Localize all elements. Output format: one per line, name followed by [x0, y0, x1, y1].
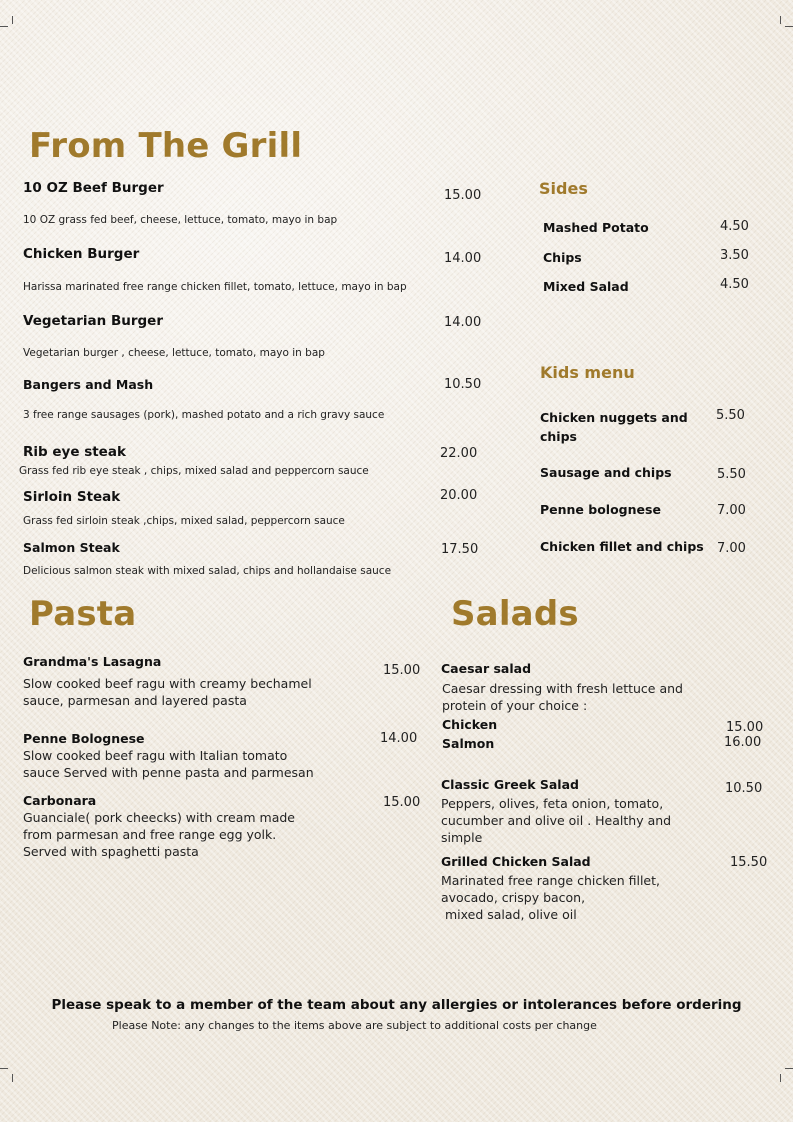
- sides-item-name: Mashed Potato: [543, 220, 649, 235]
- salad-item-desc-line: avocado, crispy bacon,: [441, 890, 586, 905]
- grill-item-price: 17.50: [441, 542, 479, 557]
- crop-mark-tl: [12, 16, 13, 24]
- grill-item-name: 10 OZ Beef Burger: [23, 180, 164, 196]
- pasta-item-price: 14.00: [380, 731, 418, 746]
- crop-mark-br-h: [785, 1068, 793, 1069]
- salad-option-name: Chicken: [442, 717, 498, 732]
- pasta-item-price: 15.00: [383, 795, 421, 810]
- kids-item-name: Sausage and chips: [540, 465, 672, 480]
- grill-item-desc: Harissa marinated free range chicken fillet, tomato, lettuce, mayo in bap: [23, 281, 407, 293]
- crop-mark-bl-h: [0, 1068, 8, 1069]
- pasta-item-desc: Slow cooked beef ragu with Italian tomato sauce Served with penne pasta and parmesan: [23, 748, 314, 780]
- allergy-notice: Please speak to a member of the team about any allergies or intolerances before ordering: [51, 997, 742, 1013]
- grill-item-name: Vegetarian Burger: [23, 313, 163, 329]
- kids-item-name: Chicken nuggets and chips: [540, 410, 688, 444]
- grill-item-price: 14.00: [444, 315, 482, 330]
- grill-item-price: 20.00: [440, 488, 478, 503]
- salad-item-desc-line: Marinated free range chicken fillet,: [441, 873, 660, 888]
- pasta-item-desc: Slow cooked beef ragu with creamy bechamel sauce, parmesan and layered pasta: [23, 676, 312, 708]
- salad-item-price: 10.50: [725, 781, 763, 796]
- pasta-title: Pasta: [29, 594, 137, 634]
- grill-item-name: Bangers and Mash: [23, 377, 154, 392]
- salad-option-name: Salmon: [442, 736, 495, 751]
- grill-item-desc: Delicious salmon steak with mixed salad, chips and hollandaise sauce: [23, 565, 392, 577]
- sides-item-price: 4.50: [720, 277, 749, 292]
- salad-item-price: 15.50: [730, 855, 768, 870]
- crop-mark-tr: [780, 16, 781, 24]
- grill-item-price: 15.00: [444, 188, 482, 203]
- grill-title: From The Grill: [29, 126, 303, 166]
- pasta-item-price: 15.00: [383, 663, 421, 678]
- grill-item-desc: Grass fed rib eye steak , chips, mixed salad and peppercorn sauce: [19, 465, 369, 477]
- pasta-item-name: Grandma's Lasagna: [23, 654, 162, 669]
- grill-item-name: Chicken Burger: [23, 246, 140, 262]
- grill-item-name: Salmon Steak: [23, 540, 120, 555]
- salad-option-price: 15.00: [726, 720, 764, 735]
- salad-item-desc: Caesar dressing with fresh lettuce and protein of your choice :: [442, 681, 683, 713]
- grill-item-name: Sirloin Steak: [23, 489, 121, 505]
- kids-item-price: 5.50: [716, 408, 745, 423]
- kids-item-price: 5.50: [717, 467, 746, 482]
- salad-item-desc-line: mixed salad, olive oil: [441, 907, 577, 922]
- grill-item-price: 14.00: [444, 251, 482, 266]
- salad-item-name: Grilled Chicken Salad: [441, 854, 591, 869]
- grill-item-name: Rib eye steak: [23, 444, 126, 460]
- grill-item-price: 22.00: [440, 446, 478, 461]
- sides-item-price: 3.50: [720, 248, 749, 263]
- salad-item-desc: Peppers, olives, feta onion, tomato, cucumber and olive oil . Healthy and simple: [441, 796, 672, 845]
- pasta-item-name: Carbonara: [23, 793, 97, 808]
- sides-item-price: 4.50: [720, 219, 749, 234]
- salads-title: Salads: [451, 594, 579, 634]
- salad-item-name: Classic Greek Salad: [441, 777, 579, 792]
- grill-item-desc: Vegetarian burger , cheese, lettuce, tomato, mayo in bap: [23, 347, 325, 359]
- sides-item-name: Mixed Salad: [543, 279, 629, 294]
- crop-mark-br: [780, 1074, 781, 1082]
- sides-item-name: Chips: [543, 250, 582, 265]
- grill-item-desc: Grass fed sirloin steak ,chips, mixed salad, peppercorn sauce: [23, 515, 345, 527]
- pasta-item-desc: Guanciale( pork cheecks) with cream made from parmesan and free range egg yolk. Served with spaghetti pasta: [23, 810, 295, 859]
- changes-note: Please Note: any changes to the items above are subject to additional costs per change: [112, 1019, 597, 1032]
- kids-item-price: 7.00: [717, 503, 746, 518]
- crop-mark-tl-h: [0, 26, 8, 27]
- salad-item-name: Caesar salad: [441, 661, 532, 676]
- crop-mark-bl: [12, 1074, 13, 1082]
- grill-item-price: 10.50: [444, 377, 482, 392]
- grill-item-desc: 10 OZ grass fed beef, cheese, lettuce, tomato, mayo in bap: [23, 214, 338, 226]
- kids-item-price: 7.00: [717, 541, 746, 556]
- salad-option-price: 16.00: [724, 735, 762, 750]
- kids-menu-title: Kids menu: [540, 363, 635, 382]
- pasta-item-name: Penne Bolognese: [23, 731, 145, 746]
- sides-title: Sides: [539, 179, 588, 198]
- grill-item-desc: 3 free range sausages (pork), mashed potato and a rich gravy sauce: [23, 409, 385, 421]
- crop-mark-tr-h: [785, 26, 793, 27]
- kids-item-name: Chicken fillet and chips: [540, 539, 704, 554]
- kids-item-name: Penne bolognese: [540, 502, 661, 517]
